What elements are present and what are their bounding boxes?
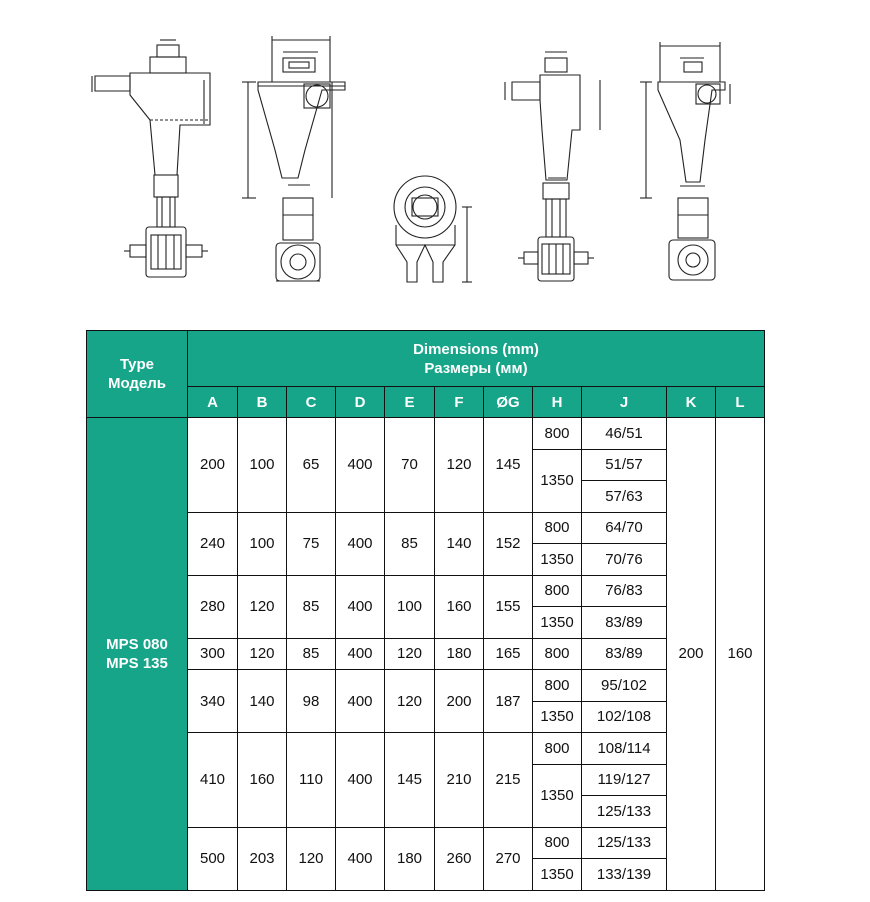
- cell-j: 108/114: [582, 733, 667, 765]
- drawing-side-view-1: [92, 40, 210, 277]
- cell-l: 160: [716, 418, 765, 891]
- cell-a: 410: [188, 733, 238, 828]
- column-header: C: [287, 387, 336, 418]
- cell-j: 102/108: [582, 701, 667, 733]
- cell-g: 165: [484, 638, 533, 670]
- cell-a: 500: [188, 827, 238, 890]
- cell-k: 200: [667, 418, 716, 891]
- type-header: [87, 331, 188, 418]
- column-header: H: [533, 387, 582, 418]
- cell-d: 400: [336, 575, 385, 638]
- cell-a: 300: [188, 638, 238, 670]
- cell-g: 145: [484, 418, 533, 513]
- cell-e: 120: [385, 670, 435, 733]
- cell-b: 120: [238, 638, 287, 670]
- cell-h: 1350: [533, 544, 582, 576]
- cell-f: 160: [435, 575, 484, 638]
- cell-h: 1350: [533, 859, 582, 891]
- cell-j: 70/76: [582, 544, 667, 576]
- cell-f: 200: [435, 670, 484, 733]
- cell-c: 110: [287, 733, 336, 828]
- cell-c: 65: [287, 418, 336, 513]
- cell-j: 57/63: [582, 481, 667, 513]
- cell-j: 133/139: [582, 859, 667, 891]
- cell-h: 800: [533, 827, 582, 859]
- cell-b: 100: [238, 512, 287, 575]
- cell-e: 180: [385, 827, 435, 890]
- cell-j: 83/89: [582, 638, 667, 670]
- type-header-line: Type: [120, 356, 154, 373]
- cell-h: 800: [533, 418, 582, 450]
- column-header: J: [582, 387, 667, 418]
- column-header: D: [336, 387, 385, 418]
- type-header-line: Модель: [107, 375, 167, 392]
- column-header: F: [435, 387, 484, 418]
- drawing-top-view: [394, 176, 472, 282]
- cell-h: 800: [533, 670, 582, 702]
- cell-c: 98: [287, 670, 336, 733]
- cell-g: 215: [484, 733, 533, 828]
- cell-f: 210: [435, 733, 484, 828]
- column-header: A: [188, 387, 238, 418]
- cell-h: 800: [533, 512, 582, 544]
- cell-j: 119/127: [582, 764, 667, 796]
- cell-f: 180: [435, 638, 484, 670]
- cell-h: 800: [533, 575, 582, 607]
- cell-f: 260: [435, 827, 484, 890]
- cell-d: 400: [336, 827, 385, 890]
- dimensions-table: [86, 330, 765, 891]
- cell-j: 46/51: [582, 418, 667, 450]
- dimensions-header-line: Размеры (мм): [424, 359, 528, 377]
- dimensions-header-line: Dimensions (mm): [413, 340, 539, 358]
- model-cell: [87, 418, 188, 891]
- dimensions-header: [188, 331, 765, 387]
- drawing-front-view-2: [640, 42, 730, 280]
- cell-c: 85: [287, 575, 336, 638]
- cell-b: 160: [238, 733, 287, 828]
- cell-f: 120: [435, 418, 484, 513]
- model-name: MPS 080: [106, 635, 168, 653]
- cell-a: 240: [188, 512, 238, 575]
- cell-d: 400: [336, 638, 385, 670]
- column-header: B: [238, 387, 287, 418]
- cell-j: 51/57: [582, 449, 667, 481]
- column-header: E: [385, 387, 435, 418]
- cell-a: 340: [188, 670, 238, 733]
- cell-c: 120: [287, 827, 336, 890]
- cell-j: 83/89: [582, 607, 667, 639]
- cell-j: 95/102: [582, 670, 667, 702]
- cell-j: 76/83: [582, 575, 667, 607]
- cell-g: 152: [484, 512, 533, 575]
- column-header: ØG: [484, 387, 533, 418]
- drawing-front-view-1: [242, 36, 345, 281]
- cell-f: 140: [435, 512, 484, 575]
- cell-c: 75: [287, 512, 336, 575]
- cell-d: 400: [336, 418, 385, 513]
- cell-j: 125/133: [582, 796, 667, 828]
- cell-g: 270: [484, 827, 533, 890]
- cell-d: 400: [336, 670, 385, 733]
- cell-b: 100: [238, 418, 287, 513]
- cell-h: 1350: [533, 764, 582, 827]
- cell-j: 125/133: [582, 827, 667, 859]
- cell-e: 70: [385, 418, 435, 513]
- cell-e: 120: [385, 638, 435, 670]
- cell-j: 64/70: [582, 512, 667, 544]
- cell-g: 155: [484, 575, 533, 638]
- cell-c: 85: [287, 638, 336, 670]
- cell-h: 800: [533, 733, 582, 765]
- cell-h: 1350: [533, 449, 582, 512]
- drawing-side-view-2: [505, 52, 600, 281]
- cell-d: 400: [336, 512, 385, 575]
- cell-e: 85: [385, 512, 435, 575]
- cell-h: 1350: [533, 607, 582, 639]
- column-header: L: [716, 387, 765, 418]
- cell-b: 120: [238, 575, 287, 638]
- model-name: MPS 135: [106, 654, 168, 672]
- cell-h: 800: [533, 638, 582, 670]
- cell-d: 400: [336, 733, 385, 828]
- cell-a: 200: [188, 418, 238, 513]
- cell-b: 140: [238, 670, 287, 733]
- cell-a: 280: [188, 575, 238, 638]
- technical-drawings: [0, 0, 870, 330]
- cell-e: 145: [385, 733, 435, 828]
- cell-b: 203: [238, 827, 287, 890]
- cell-g: 187: [484, 670, 533, 733]
- column-header: K: [667, 387, 716, 418]
- cell-e: 100: [385, 575, 435, 638]
- cell-h: 1350: [533, 701, 582, 733]
